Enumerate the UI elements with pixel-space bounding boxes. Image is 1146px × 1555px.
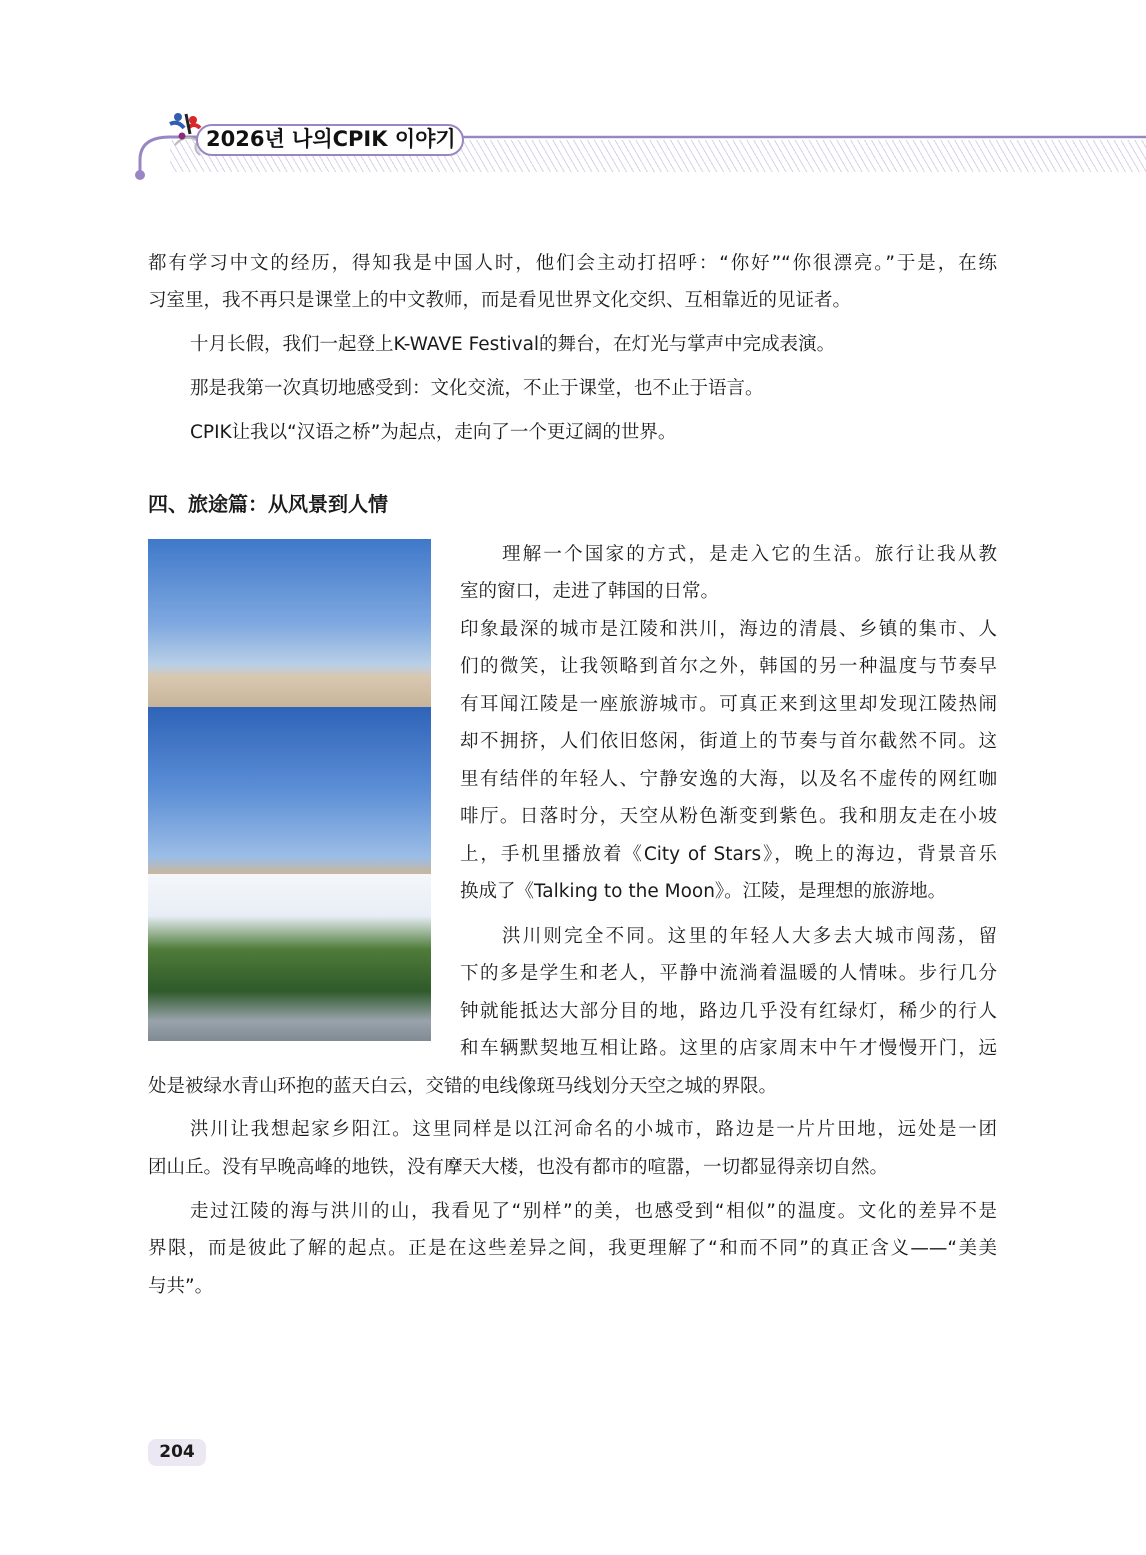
paragraph: CPIK让我以“汉语之桥”为起点，走向了一个更辽阔的世界。 xyxy=(190,422,677,443)
paragraph-line: 却不拥挤，人们依旧悠闲，街道上的节奏与首尔截然不同。这 xyxy=(460,731,997,752)
paragraph-line: 团山丘。没有早晚高峰的地铁，没有摩天大楼，也没有都市的喧嚣，一切都显得亲切自然。 xyxy=(148,1157,889,1178)
paragraph-line: 室的窗口，走进了韩国的日常。 xyxy=(460,581,720,602)
photo-beach-sky xyxy=(148,707,431,874)
photo-beach-friends xyxy=(148,539,431,707)
paragraph: 那是我第一次真切地感受到：文化交流，不止于课堂，也不止于语言。 xyxy=(190,378,764,399)
paragraph-line: 钟就能抵达大部分目的地，路边几乎没有红绿灯，稀少的行人 xyxy=(460,1001,997,1022)
paragraph-line: 处是被绿水青山环抱的蓝天白云，交错的电线像斑马线划分天空之城的界限。 xyxy=(148,1076,778,1097)
section-title: 四、旅途篇：从风景到人情 xyxy=(148,492,388,516)
paragraph-line: 界限，而是彼此了解的起点。正是在这些差异之间，我更理解了“和而不同”的真正含义——“美美 xyxy=(148,1238,997,1259)
paragraph-line: 和车辆默契地互相让路。这里的店家周末中午才慢慢开门，远 xyxy=(460,1038,997,1059)
paragraph-line: 理解一个国家的方式，是走入它的生活。旅行让我从教 xyxy=(502,544,997,565)
paragraph-line: 里有结伴的年轻人、宁静安逸的大海，以及名不虚传的网红咖 xyxy=(460,769,997,790)
paragraph-line: 换成了《Talking to the Moon》。江陵，是理想的旅游地。 xyxy=(460,881,947,902)
paragraph-line: 们的微笑，让我领略到首尔之外，韩国的另一种温度与节奏早 xyxy=(460,656,997,677)
paragraph-line: 有耳闻江陵是一座旅游城市。可真正来到这里却发现江陵热闹 xyxy=(460,694,997,715)
paragraph-line: 上，手机里播放着《City of Stars》，晚上的海边，背景音乐 xyxy=(460,844,997,865)
header-title: 2026년 나의CPIK 이야기 xyxy=(206,127,456,151)
paragraph: 十月长假，我们一起登上K-WAVE Festival的舞台，在灯光与掌声中完成表演。 xyxy=(190,334,836,355)
paragraph-line: 印象最深的城市是江陵和洪川，海边的清晨、乡镇的集市、人 xyxy=(460,619,997,640)
paragraph-line: 啡厅。日落时分，天空从粉色渐变到紫色。我和朋友走在小坡 xyxy=(460,806,997,827)
photo-mountain-friends xyxy=(148,874,431,1041)
paragraph-line: 习室里，我不再只是课堂上的中文教师，而是看见世界文化交织、互相靠近的见证者。 xyxy=(148,290,852,311)
paragraph-line: 洪川则完全不同。这里的年轻人大多去大城市闯荡，留 xyxy=(502,926,997,947)
paragraph-line: 洪川让我想起家乡阳江。这里同样是以江河命名的小城市，路边是一片片田地，远处是一团 xyxy=(190,1119,997,1140)
cpik-logo-icon xyxy=(166,108,206,144)
paragraph-line: 与共”。 xyxy=(148,1276,214,1297)
paragraph-line: 都有学习中文的经历，得知我是中国人时，他们会主动打招呼：“你好”“你很漂亮。”于是，在练 xyxy=(148,253,997,274)
paragraph-line: 走过江陵的海与洪川的山，我看见了“别样”的美，也感受到“相似”的温度。文化的差异不是 xyxy=(190,1201,997,1222)
page-number: 204 xyxy=(148,1439,206,1466)
paragraph-line: 下的多是学生和老人，平静中流淌着温暖的人情味。步行几分 xyxy=(460,963,997,984)
